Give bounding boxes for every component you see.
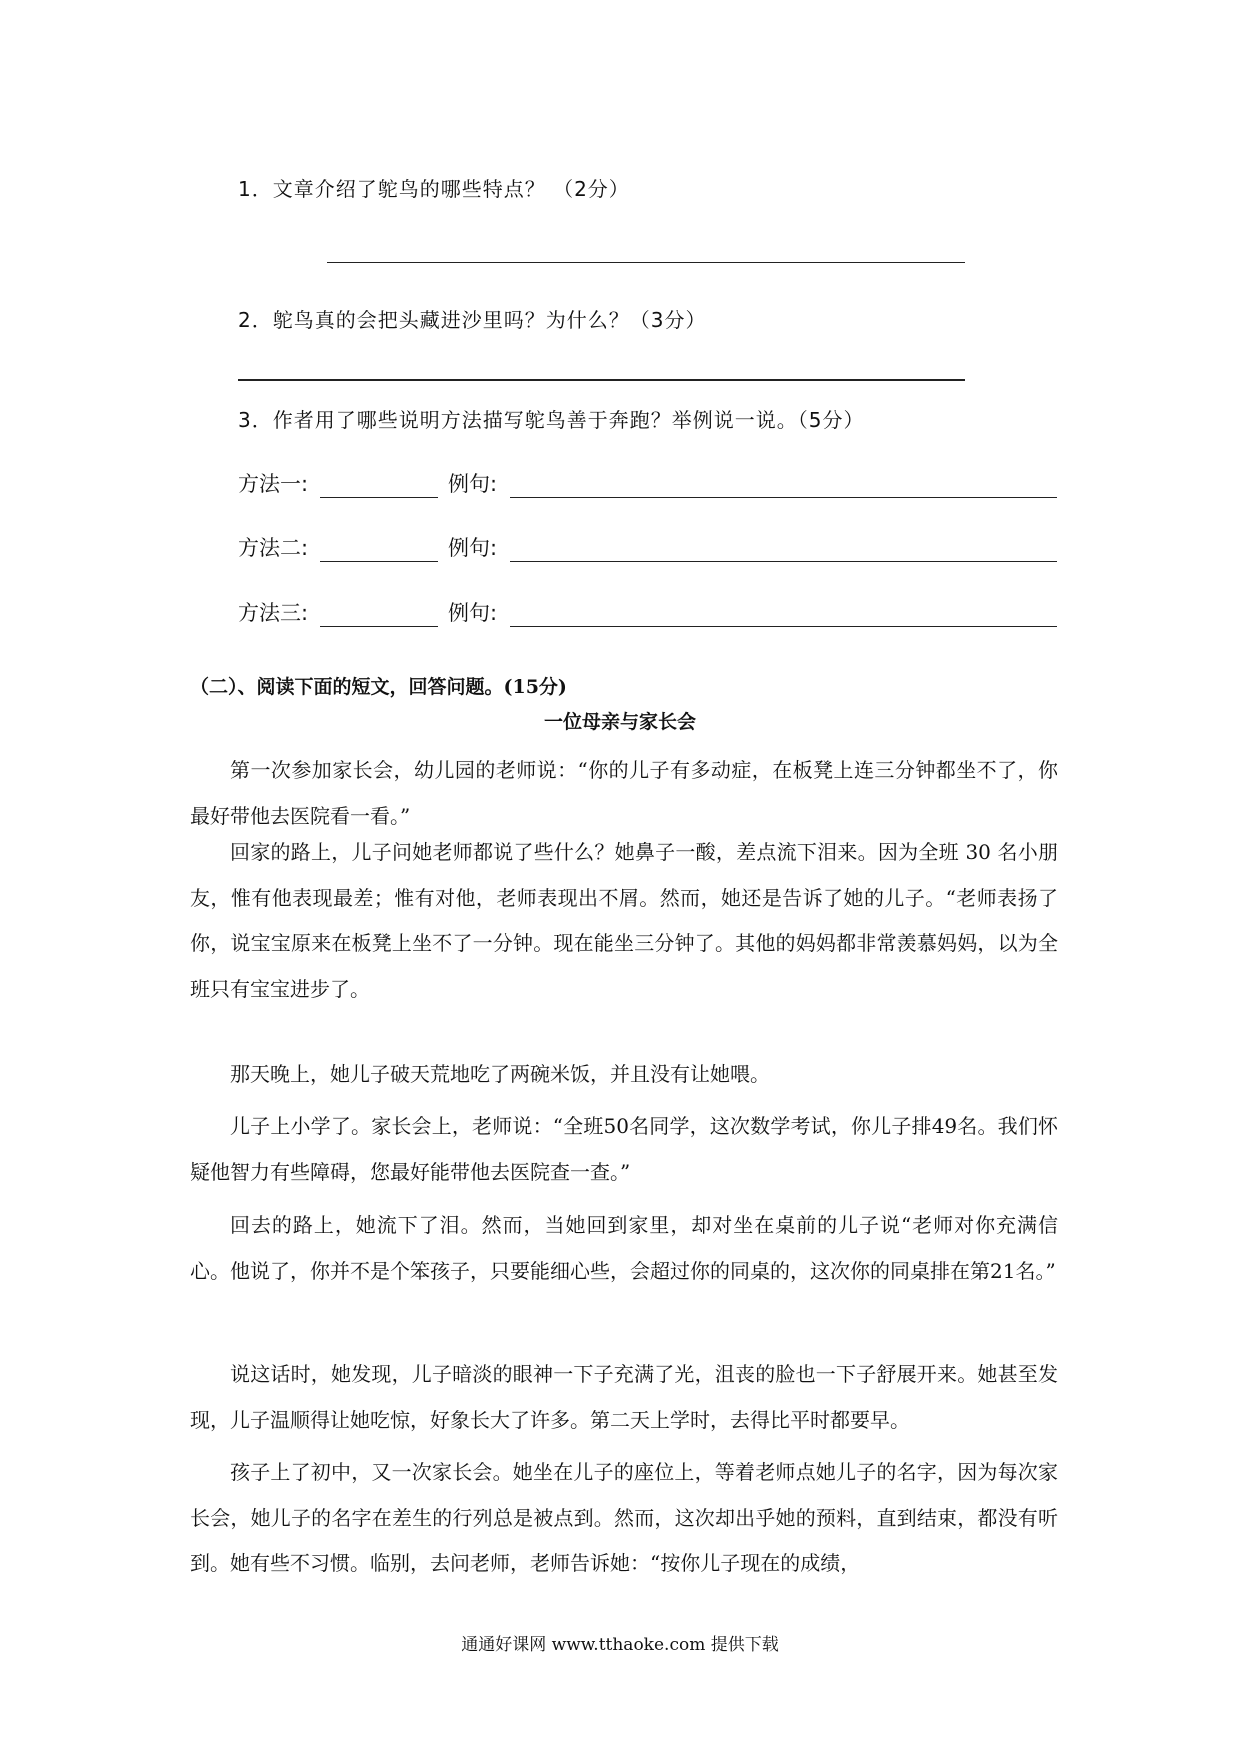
method-row-1 [238, 468, 1058, 500]
method-blank-2[interactable] [320, 561, 438, 562]
answer-line-1[interactable] [327, 262, 965, 263]
paragraph-4: 儿子上小学了。家长会上，老师说：“全班50名同学，这次数学考试，你儿子排49名。我们怀疑他智力有些障碍，您最好能带他去医院查一查。” [190, 1114, 1058, 1184]
example-blank-1[interactable] [510, 497, 1057, 498]
passage-title: 一位母亲与家长会 [543, 711, 696, 733]
paragraph-1: 第一次参加家长会，幼儿园的老师说：“你的儿子有多动症，在板凳上连三分钟都坐不了，你最好带他去医院看一看。” [190, 758, 1058, 828]
question-2: 2．鸵鸟真的会把头藏进沙里吗？为什么？（3分） [238, 308, 707, 332]
method-row-2 [238, 532, 1058, 564]
method-blank-3[interactable] [320, 626, 438, 627]
footer-text: 通通好课网 www.tthaoke.com 提供下载 [461, 1635, 779, 1655]
method-label-2: 方法二: [238, 536, 309, 560]
method-label-3: 方法三: [238, 601, 309, 625]
example-label-3: 例句: [448, 601, 498, 625]
example-blank-2[interactable] [510, 561, 1057, 562]
example-label-1: 例句: [448, 472, 498, 496]
paragraph-7: 孩子上了初中，又一次家长会。她坐在儿子的座位上，等着老师点她儿子的名字，因为每次家长会，她儿子的名字在差生的行列总是被点到。然而，这次却出乎她的预料，直到结束，都没有听到。她有些不习惯。临别，去问老师，老师告诉她：“按你儿子现在的成绩， [190, 1460, 1058, 1575]
section-heading: （二）、阅读下面的短文，回答问题。(15分) [190, 676, 567, 698]
answer-line-2[interactable] [238, 379, 965, 381]
method-label-1: 方法一: [238, 472, 309, 496]
method-blank-1[interactable] [320, 497, 438, 498]
question-3: 3．作者用了哪些说明方法描写鸵鸟善于奔跑？举例说一说。（5分） [238, 408, 865, 432]
paragraph-3: 那天晚上，她儿子破天荒地吃了两碗米饭，并且没有让她喂。 [230, 1062, 770, 1086]
paragraph-5: 回去的路上，她流下了泪。然而，当她回到家里，却对坐在桌前的儿子说“老师对你充满信心。他说了，你并不是个笨孩子，只要能细心些，会超过你的同桌的，这次你的同桌排在第21名。” [190, 1213, 1058, 1283]
example-blank-3[interactable] [510, 626, 1057, 627]
paragraph-6: 说这话时，她发现，儿子暗淡的眼神一下子充满了光，沮丧的脸也一下子舒展开来。她甚至发现，儿子温顺得让她吃惊，好象长大了许多。第二天上学时，去得比平时都要早。 [190, 1362, 1058, 1432]
example-label-2: 例句: [448, 536, 498, 560]
question-1: 1．文章介绍了鸵鸟的哪些特点？ （2分） [238, 177, 630, 201]
paragraph-2: 回家的路上，儿子问她老师都说了些什么？她鼻子一酸，差点流下泪来。因为全班 30 名小朋友，惟有他表现最差；惟有对他，老师表现出不屑。然而，她还是告诉了她的儿子。“老师表扬了你，说宝宝原来在板凳上坐不了一分钟。现在能坐三分钟了。其他的妈妈都非常羡慕妈妈，以为全班只有宝宝进步了。 [190, 840, 1058, 1001]
method-row-3 [238, 597, 1058, 629]
